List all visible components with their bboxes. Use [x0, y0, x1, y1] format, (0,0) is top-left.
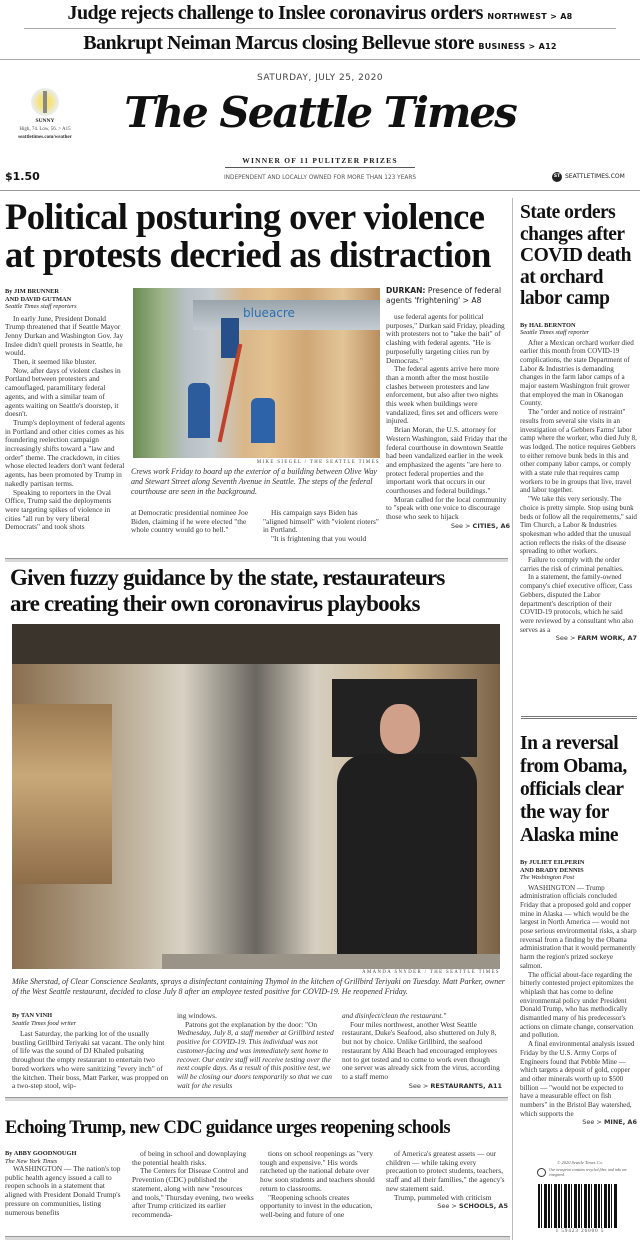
cdc-col-2	[132, 1150, 254, 1220]
tagline: INDEPENDENT AND LOCALLY OWNED FOR MORE THAN 123 YEARS	[223, 175, 417, 181]
cdc-col-1: By ABBY GOODNOUGH The New York Times WASHINGTON — The nation's top public health agency issued a call to reopen schools in a statement that aligned with President Donald Trump's pressure on communities, listing numerous benefits	[5, 1150, 127, 1217]
orchard-story: State orders changes after COVID death at orchard labor camp By HAL BERNTON Seattle Times staff reporter After a Mexican orchard worker died earlier this month from COVID-19 complications, the state Department of Labor & Industries is demanding changes in the farm labor camps of a major eastern Washington fruit grower that employed the man in Okanogan County. The "order and notice of restraint" results from several site visits in an investigation of a Gebbers Farms' labor camp where the worker, who died July 8, was lodged. The notice requires Gebbers to either remove bunk beds in this and other company labor camps, or comply with a state rule that requires camp workers to be in groups that live, travel and labor together. "We take this very seriously. The choice is pretty simple. Stop using bunk beds or follow all the requirements," said Tim Church, a Labor & Industries spokesman who added that the unusual action reflects the risks of the disease spreading to other workers. Failure to comply with the order carries the risk of criminal penalties. In a statement, the family-owned company's chief executive officer, Cass Gebbers, disputed the Labor department's description of their COVID-19 protocols, which he said were reviewed by a consultant who also serves as a See > FARM WORK, A7	[520, 202, 637, 643]
lead-col-4	[386, 286, 510, 531]
seattle-times-logo-icon: ST	[552, 172, 562, 182]
photo-credit: MIKE SIEGEL / THE SEATTLE TIMES	[256, 460, 380, 465]
barcode	[538, 1184, 618, 1228]
copyright: © 2020 Seattle Times Co.	[556, 1160, 604, 1165]
lead-col-3	[263, 509, 381, 544]
paragraph: Speaking to reporters in the Oval Office, Trump said the deployments were targeting spikes of violence in cities "all run by very liberal Democrats" and took shots	[5, 487, 112, 532]
cdc-col-3	[260, 1150, 382, 1220]
photo-caption: Mike Sherstad, of Clear Conscience Sealants, sprays a disinfectant containing Thymol in the kitchen of Grillbird Teriyaki on Tuesday. Matt Parker, owner of the West Seattle restaurant, decided to close July 8 after an employee tested positive for COVID-19. He reopened Friday.	[12, 977, 505, 996]
paragraph: Brian Moran, the U.S. attorney for Western Washington, said Friday that the federal courthouse in downtown Seattle had been vandalized earlier in the week and emphasized the agents "are here to protect federal properties and the important work that occurs in our courthouses and federal buildings."	[386, 425, 508, 496]
divider	[0, 190, 640, 191]
paragraph: Trump, pummeled with criticism	[394, 1192, 492, 1202]
weather-condition: SUNNY	[35, 118, 55, 124]
photo-sign-text: blueacre	[243, 306, 295, 320]
divider	[0, 59, 640, 60]
weather-forecast: High, 74. Low, 56. > A15	[19, 127, 71, 132]
paragraph: In early June, President Donald Trump threatened that if Seattle Mayor Jenny Durkan and Washington Gov. Jay Inslee didn't quell protests in Seattle, he would.	[5, 313, 124, 358]
mine-headline[interactable]: In a reversal from Obama, officials clear the way for Alaska mine	[520, 733, 627, 846]
paragraph: "It is frightening that you would	[271, 534, 367, 544]
lead-headline[interactable]: Political posturing over violence at protests decried as distraction	[5, 196, 491, 275]
divider	[521, 716, 637, 719]
teaser-headline: Judge rejects challenge to Inslee coronavirus orders	[67, 2, 483, 24]
paragraph: "We take this very seriously. The choice is pretty simple. Stop using bunk beds or follow all the requirements," said Tim Church, a Labor & Industries spokesman who added that the unusual action reflects the risks of the disease spreading to other workers.	[520, 495, 637, 556]
column-divider	[512, 198, 513, 1240]
teaser-section: NORTHWEST > A8	[487, 12, 573, 21]
jump-link[interactable]: See > RESTAURANTS, A11	[408, 1081, 502, 1090]
website-link[interactable]	[552, 172, 625, 182]
paragraph: at Democratic presidential nominee Joe Biden, claiming if he were elected "the whole country would go to hell."	[131, 508, 248, 535]
restaurant-headline[interactable]: Given fuzzy guidance by the state, restaurateurs are creating their own coronavirus playbooks	[10, 565, 445, 616]
weather-link[interactable]: seattletimes.com/weather	[18, 135, 72, 140]
jump-link[interactable]: See > CITIES, A6	[450, 521, 510, 530]
pulitzer-line: WINNER OF 11 PULITZER PRIZES	[225, 156, 415, 168]
paragraph: of being in school and downplaying the potential health risks.	[132, 1149, 247, 1167]
paragraph: Now, after days of violent clashes in Portland between protesters and camouflaged, paramilitary federal agents, and with a similar team of agents waiting on Seattle's doorstep, it doesn't.	[5, 365, 121, 419]
restaurant-photo[interactable]	[12, 624, 500, 969]
paragraph: tions on school reopenings as "very tough and expensive." His words ratcheted up the national debate over how soon students and teachers should return to classrooms.	[260, 1149, 375, 1193]
lead-col-2	[131, 509, 249, 535]
masthead-logo: The Seattle Times	[124, 88, 516, 137]
paragraph: A final environmental analysis issued Friday by the U.S. Army Corps of Engineers found that Pebble Mine — which targets a deposit of gold, copper and other minerals worth up to $500 billion — "would not be expected to have a measurable effect on fish numbers" in the Bristol Bay watershed, which supports the	[520, 1040, 635, 1118]
paragraph: of America's greatest assets — our children — while taking every precaution to protect students, teachers, staff and all their families," the agency's new statement said.	[386, 1149, 505, 1193]
weather-box[interactable]	[20, 88, 70, 125]
photo-credit: AMANDA SNYDER / THE SEATTLE TIMES	[362, 970, 500, 975]
price: $1.50	[5, 170, 40, 183]
paragraph: The Centers for Disease Control and Prevention (CDC) published the statement, along with new "resources and tools," Thursday evening, two weeks after Trump criticized its earlier recommenda-	[132, 1166, 254, 1219]
lead-byline: By JIM BRUNNER AND DAVID GUTMAN Seattle Times staff reporters	[5, 288, 77, 310]
jump-link[interactable]: See > MINE, A6	[582, 1118, 637, 1127]
section-rule	[5, 1097, 508, 1101]
paragraph: His campaign says Biden has "aligned himself" with "violent rioters" in Portland.	[263, 508, 379, 535]
lead-col-1	[5, 288, 125, 532]
teaser-section: BUSINESS > A12	[478, 42, 557, 51]
orchard-headline[interactable]: State orders changes after COVID death at orchard labor camp	[520, 202, 631, 309]
paragraph: The "order and notice of restraint" results from several site visits in an investigation of a Gebbers Farms' labor camp where the worker, who died July 8, was lodged. The notice requires Gebbers to either remove bunk beds in this and other company labor camps, or comply with a state rule that requires camp workers to be in groups that live, travel and labor together.	[520, 408, 637, 495]
restaurant-col-1: By TAN VINH Seattle Times food writer Last Saturday, the parking lot of the usually bustling Grillbird Teriyaki sat vacant. The only hint of life was the sound of DJ Khaled pulsating throughout the empty restaurant to entertain two bored workers who were sanitizing "every inch" of the kitchen. Their boss, Matt Parker, was propped on a two-step stool, wip-	[12, 1012, 172, 1091]
paragraph: In a statement, the family-owned company's chief executive officer, Cass Gebbers, disputed the Labor department's description of their COVID-19 protocols, which he said were reviewed by a consultant who also serves as a	[520, 573, 634, 634]
teaser-headline: Bankrupt Neiman Marcus closing Bellevue store	[83, 32, 474, 54]
barcode-number: 1 59423 26000 5	[530, 1229, 630, 1235]
paragraph: The official about-face regarding the bitterly contested project epitomizes the whiplash that has come to define environmental policy under President Donald Trump, who has methodically dismantled many of his predecessor's actions on climate change, conservation and pollution.	[520, 970, 634, 1040]
recycle-note: Our newsprint contains recycled fiber, and inks are vinegared.	[537, 1168, 627, 1177]
restaurant-col-3: and disinfect/clean the restaurant." Four miles northwest, another West Seattle restaurant, Duke's Seafood, also shuttered on July 8, but not by choice. Unlike Grillbird, the seafood restaurant by Alki Beach had encouraged employees not to get tested and to come to work even though one server was already sick from the virus, according to a staff memo See > RESTAURANTS, A11	[342, 1011, 502, 1090]
teaser-1[interactable]	[0, 2, 640, 28]
jump-link[interactable]: See > SCHOOLS, A5	[437, 1202, 508, 1211]
sunny-icon	[31, 88, 59, 116]
paragraph: After a Mexican orchard worker died earlier this month from COVID-19 complications, the state Department of Labor & Industries is demanding changes in the farm labor camps of a major eastern Washington fruit grower that employed the man in Okanogan County.	[520, 338, 634, 408]
cdc-col-4	[386, 1150, 508, 1211]
section-rule	[5, 1236, 510, 1240]
divider	[24, 28, 616, 29]
paragraph: "Reopening schools creates opportunity to invest in the education, well-being and future of one	[260, 1192, 373, 1219]
recycle-icon	[537, 1168, 546, 1177]
paragraph: Moran called for the local community to "speak with one voice to discourage those who seek to hijack	[386, 494, 507, 522]
mine-story: In a reversal from Obama, officials clear the way for Alaska mine By JULIET EILPERIN AND BRADY DENNIS The Washington Post WASHINGTON — Trump administration officials concluded Friday that a proposed gold and copper mine in Alaska — which would be the largest in North America — would not pose serious environmental risks, a sharp reversal from a finding by the Obama administration that it would permanently harm the region's prized sockeye salmon. The official about-face regarding the bitterly contested project epitomizes the whiplash that has come to define environmental policy under President Donald Trump, who has methodically dismantled many of his predecessor's actions on climate change, conservation and pollution. A final environmental analysis issued Friday by the U.S. Army Corps of Engineers found that Pebble Mine — which targets a deposit of gold, copper and other minerals worth up to $500 billion — "would not be expected to have a measurable effect on fish numbers" in the Bristol Bay watershed, which supports the See > MINE, A6	[520, 733, 637, 1127]
cdc-headline[interactable]: Echoing Trump, new CDC guidance urges reopening schools	[5, 1118, 450, 1138]
section-rule	[5, 558, 508, 562]
jump-link[interactable]: See > FARM WORK, A7	[555, 634, 637, 643]
paragraph: Failure to comply with the order carries the risk of criminal penalties.	[520, 556, 624, 573]
paragraph: Then, it seemed like bluster.	[13, 357, 97, 367]
paragraph: WASHINGTON — Trump administration officials concluded Friday that a proposed gold and copper mine in Alaska — which would be the largest in North America — would not pose serious environmental risks, a sharp reversal from a finding by the Obama administration that it would permanently harm the region's prized sockeye salmon.	[520, 883, 637, 970]
lead-photo[interactable]	[133, 288, 380, 458]
restaurant-col-2: ing windows. Patrons got the explanation by the door: "On Wednesday, July 8, a staff member at Grillbird tested positive for COVID-19. This individual was not customer-facing and was immediately sent home to recover. Our entire staff will receive testing over the next couple days. As a result of this positive test, we will be closing our doors temporarily so that we can wait for the results	[177, 1011, 334, 1090]
paragraph: Four miles northwest, another West Seattle restaurant, Duke's Seafood, also shuttered on July 8, but not by choice. Unlike Grillbird, the seafood restaurant by Alki Beach had encouraged employees not to get tested and to come to work even though one server was already sick from the virus, according to a staff memo	[342, 1019, 500, 1081]
paragraph: use federal agents for political purposes," Durkan said Friday, pleading with protesters not to "take the bait" of clashing with federal agents. "He is purposefully targeting cities run by Democrats."	[386, 312, 505, 365]
paragraph: WASHINGTON — The nation's top public health agency issued a call to reopen schools in a statement that aligned with President Donald Trump's pressure on communities, listing numerous benefits	[5, 1164, 121, 1217]
paragraph: The federal agents arrive here more than a month after the most hostile clashes between protesters and law enforcement, but also after two nights this week when buildings were vandalized, fires set and officers were injured.	[386, 364, 500, 426]
paragraph: Last Saturday, the parking lot of the usually bustling Grillbird Teriyaki sat vacant. The only hint of life was the sound of DJ Khaled pulsating throughout the empty restaurant to entertain two bored workers who were sanitizing "every inch" of the kitchen. Their boss, Matt Parker, was propped on a two-step stool, wip-	[12, 1029, 169, 1091]
photo-caption: Crews work Friday to board up the exterior of a building between Olive Way and Stewart Street along Seventh Avenue in Seattle. The steps of the federal courthouse are seen in the background.	[131, 467, 377, 496]
website-text: SEATTLETIMES.COM	[565, 173, 625, 180]
issue-date: SATURDAY, JULY 25, 2020	[256, 73, 384, 83]
durkan-refer[interactable]: DURKAN: Presence of federal agents 'frightening' > A8	[386, 286, 502, 305]
paragraph: Trump's deployment of federal agents in Portland and other cities comes as his foundering reelection campaign increasingly shifts toward a "law and order" theme. The crackdown, in cities whose elected leaders don't want federal agents, has been promoted by Trump in nakedly partisan terms.	[5, 417, 125, 488]
teaser-2[interactable]	[0, 32, 640, 58]
